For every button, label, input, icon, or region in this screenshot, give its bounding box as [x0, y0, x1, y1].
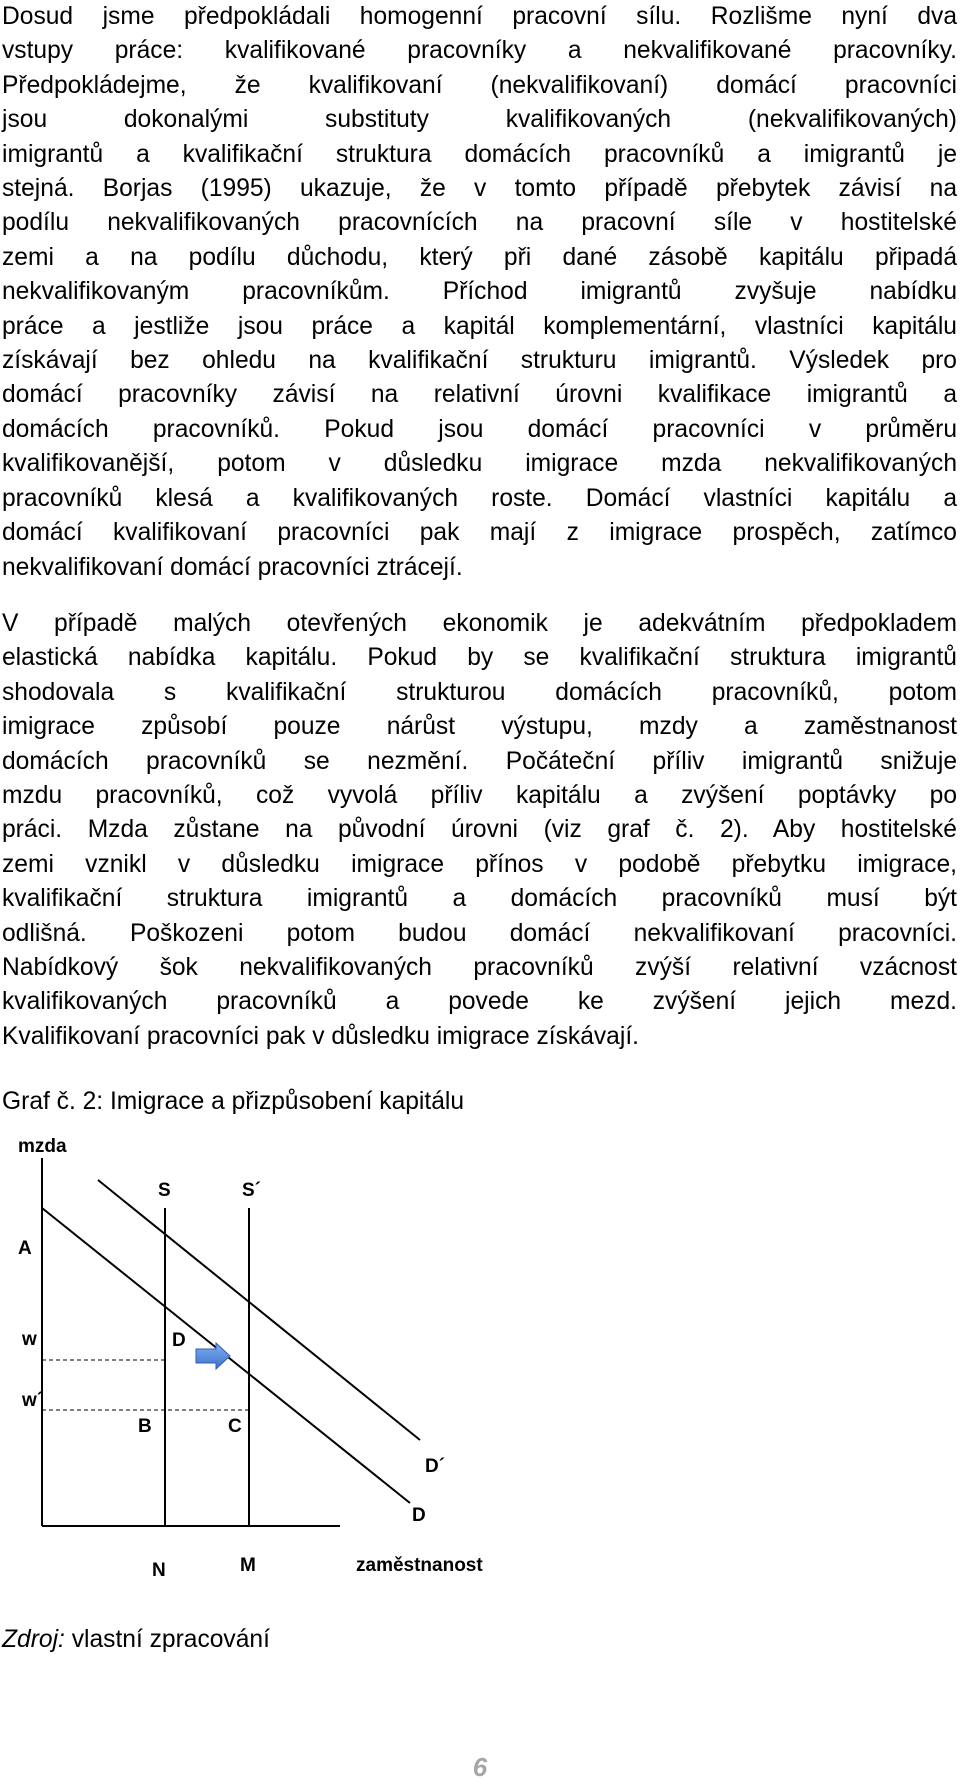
figure-svg: [0, 1128, 540, 1598]
text-line: Kvalifikovaní pracovníci pak v důsledku imigrace získávají.: [2, 1022, 639, 1050]
text-line: kvalifikační struktura imigrantů a domácích pracovníků musí být: [2, 885, 957, 913]
text-line: shodovala s kvalifikační strukturou domácích pracovníků, potom: [2, 678, 957, 706]
text-line: odlišná. Poškozeni potom budou domácí nekvalifikovaní pracovníci.: [2, 919, 957, 947]
text-line: vstupy práce: kvalifikované pracovníky a nekvalifikované pracovníky.: [2, 37, 957, 65]
wage-new-label: w´: [22, 1390, 44, 1411]
text-line: podílu nekvalifikovaných pracovnících na pracovní síle v hostitelské: [2, 209, 957, 237]
text-line: získávají bez ohledu na kvalifikační strukturu imigrantů. Výsledek pro: [2, 347, 957, 375]
paragraph-1: [2, 0, 957, 585]
employment-m-label: M: [240, 1555, 256, 1576]
text-line: imigrantů a kvalifikační struktura domácích pracovníků a imigrantů je: [2, 140, 957, 168]
text-line: zemi vznikl v důsledku imigrace přínos v podobě přebytku imigrace,: [2, 850, 957, 878]
paragraph-2: [2, 607, 957, 1054]
employment-n-label: N: [152, 1560, 166, 1581]
source-label: Zdroj:: [2, 1626, 65, 1653]
text-line: V případě malých otevřených ekonomik je adekvátním předpokladem: [2, 610, 957, 637]
text-line: nekvalifikovaní domácí pracovníci ztrácejí.: [2, 553, 463, 581]
text-line: kvalifikovanější, potom v důsledku imigrace mzda nekvalifikovaných: [2, 450, 957, 478]
demand-shifted-label: D´: [425, 1456, 446, 1477]
text-line: elastická nabídka kapitálu. Pokud by se kvalifikační struktura imigrantů: [2, 644, 957, 672]
text-line: nekvalifikovaným pracovníkům. Příchod imigrantů zvyšuje nabídku: [2, 278, 957, 306]
point-a-label: A: [18, 1238, 32, 1259]
text-line: pracovníků klesá a kvalifikovaných roste. Domácí vlastníci kapitálu a: [2, 484, 957, 512]
text-line: jsou dokonalými substituty kvalifikovaných (nekvalifikovaných): [2, 106, 957, 134]
text-line: stejná. Borjas (1995) ukazuje, že v tomto případě přebytek závisí na: [2, 175, 957, 203]
x-axis-label: zaměstnanost: [356, 1555, 483, 1576]
text-line: práce a jestliže jsou práce a kapitál komplementární, vlastníci kapitálu: [2, 312, 957, 340]
text-line: kvalifikovaných pracovníků a povede ke zvýšení jejich mezd.: [2, 988, 957, 1016]
wage-label: w: [22, 1329, 37, 1350]
text-line: domácích pracovníků. Pokud jsou domácí pracovníci v průměru: [2, 415, 957, 443]
figure-immigration-capital: [0, 1128, 540, 1598]
text-line: imigrace způsobí pouze nárůst výstupu, mzdy a zaměstnanost: [2, 713, 957, 741]
source-text: vlastní zpracování: [64, 1626, 270, 1653]
demand-label: D: [412, 1505, 426, 1526]
text-line: Nabídkový šok nekvalifikovaných pracovníků zvýší relativní vzácnost: [2, 954, 957, 982]
text-line: práci. Mzda zůstane na původní úrovni (viz graf č. 2). Aby hostitelské: [2, 816, 957, 844]
point-d-label: D: [172, 1330, 186, 1351]
supply-label: S: [158, 1180, 171, 1201]
text-line: Předpokládejme, že kvalifikovaní (nekvalifikovaní) domácí pracovníci: [2, 71, 957, 99]
text-line: domácí kvalifikovaní pracovníci pak mají z imigrace prospěch, zatímco: [2, 519, 957, 547]
text-line: domácích pracovníků se nezmění. Počáteční příliv imigrantů snižuje: [2, 747, 957, 775]
text-line: mzdu pracovníků, což vyvolá příliv kapitálu a zvýšení poptávky po: [2, 782, 957, 810]
shift-arrow-icon: [196, 1343, 230, 1369]
point-c-label: C: [228, 1416, 242, 1437]
y-axis-label: mzda: [18, 1136, 67, 1157]
point-b-label: B: [138, 1416, 152, 1437]
figure-caption: Graf č. 2: Imigrace a přizpůsobení kapitálu: [2, 1088, 465, 1115]
text-line: domácí pracovníky závisí na relativní úrovni kvalifikace imigrantů a: [2, 381, 957, 409]
supply-shifted-label: S´: [242, 1180, 261, 1201]
figure-source: [2, 1623, 270, 1657]
text-line: Dosud jsme předpokládali homogenní pracovní sílu. Rozlišme nyní dva: [2, 3, 957, 30]
text-line: zemi a na podílu důchodu, který při dané zásobě kapitálu připadá: [2, 243, 957, 271]
page-number: 6: [472, 1752, 488, 1782]
demand-curve-d-shifted: [98, 1180, 420, 1440]
